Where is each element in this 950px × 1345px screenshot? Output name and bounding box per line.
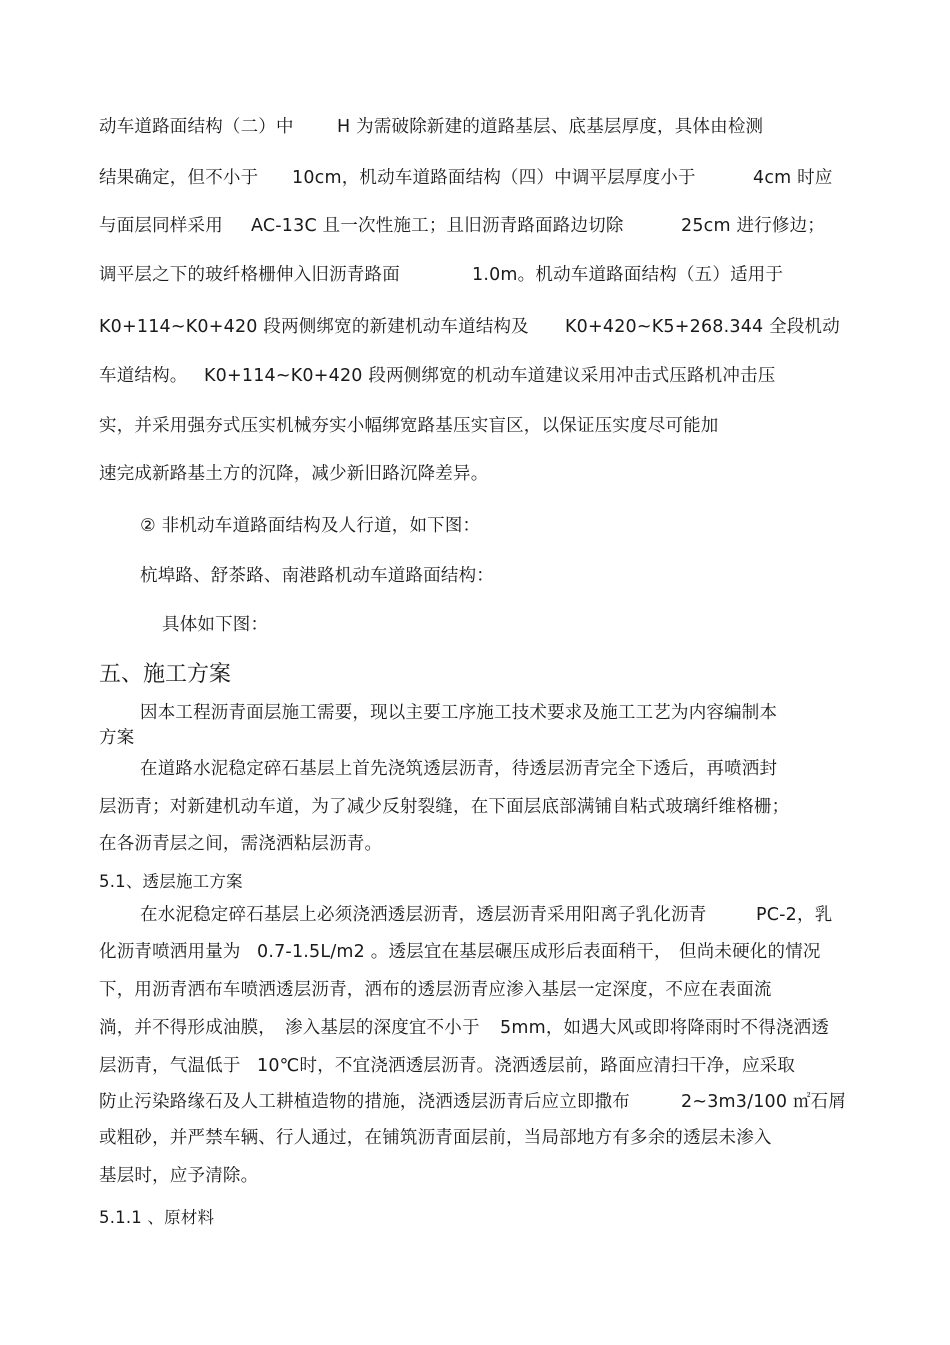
- text-segment: 但尚未硬化的情况: [679, 942, 821, 962]
- subsection-heading: 5.1.1 、原材料: [99, 1208, 215, 1227]
- text-segment: AC-13C 且一次性施工；且旧沥青路面路边切除: [251, 216, 624, 236]
- text-segment: 0.7-1.5L/m2 。透层宜在基层碾压成形后表面稍干，: [257, 942, 672, 962]
- text-segment: 2~3m3/100 ㎡石屑: [681, 1092, 847, 1112]
- text-segment: H 为需破除新建的道路基层、底基层厚度，具体由检测: [337, 117, 764, 137]
- text-line: 杭埠路、舒茶路、南港路机动车道路面结构：: [140, 566, 494, 586]
- text-segment: 在水泥稳定碎石基层上必须浇洒透层沥青，透层沥青采用阳离子乳化沥青: [140, 905, 707, 925]
- list-item: ② 非机动车道路面结构及人行道，如下图：: [140, 516, 481, 536]
- text-line: 因本工程沥青面层施工需要，现以主要工序施工技术要求及施工工艺为内容编制本: [140, 703, 778, 723]
- text-line: 具体如下图：: [162, 615, 269, 635]
- text-segment: 动车道路面结构（二）中: [99, 117, 294, 137]
- text-segment: 25cm 进行修边；: [681, 216, 825, 236]
- text-line: 在道路水泥稳定碎石基层上首先浇筑透层沥青，待透层沥青完全下透后，再喷洒封: [140, 759, 778, 779]
- text-segment: 淌，并不得形成油膜，: [99, 1018, 276, 1038]
- text-line: 层沥青；对新建机动车道，为了减少反射裂缝，在下面层底部满铺自粘式玻璃纤维格栅；: [99, 797, 790, 817]
- text-segment: 4cm 时应: [753, 168, 833, 188]
- text-segment: 基层时，应予清除。: [99, 1166, 259, 1186]
- subsection-heading: 5.1、透层施工方案: [99, 872, 243, 891]
- text-segment: 结果确定，但不小于: [99, 168, 259, 188]
- text-segment: 实，并采用强夯式压实机械夯实小幅绑宽路基压实盲区，以保证压实度尽可能加: [99, 416, 719, 436]
- text-segment: 调平层之下的玻纤格栅伸入旧沥青路面: [99, 265, 400, 285]
- text-segment: 层沥青，气温低于: [99, 1056, 241, 1076]
- text-line: 方案: [99, 728, 135, 748]
- text-segment: 10℃时，不宜浇洒透层沥青。浇洒透层前，路面应清扫干净，应采取: [257, 1056, 796, 1076]
- text-segment: 车道结构。: [99, 366, 188, 386]
- text-segment: K0+114~K0+420 段两侧绑宽的机动车道建议采用冲击式压路机冲击压: [204, 366, 776, 386]
- text-line: 在各沥青层之间，需浇洒粘层沥青。: [99, 834, 383, 854]
- text-segment: 或粗砂，并严禁车辆、行人通过，在铺筑沥青面层前，当局部地方有多余的透层未渗入: [99, 1128, 772, 1148]
- text-segment: PC-2，乳: [756, 905, 833, 925]
- text-segment: 渗入基层的深度宜不小于: [285, 1018, 480, 1038]
- text-segment: 防止污染路缘石及人工耕植造物的措施，浇洒透层沥青后应立即撒布: [99, 1092, 630, 1112]
- text-segment: 化沥青喷洒用量为: [99, 942, 241, 962]
- text-segment: 下，用沥青洒布车喷洒透层沥青，洒布的透层沥青应渗入基层一定深度，不应在表面流: [99, 980, 772, 1000]
- text-segment: 1.0m。机动车道路面结构（五）适用于: [472, 265, 784, 285]
- text-segment: K0+420~K5+268.344 全段机动: [565, 317, 840, 337]
- text-segment: 5mm，如遇大风或即将降雨时不得浇洒透: [500, 1018, 830, 1038]
- section-heading: 五、施工方案: [99, 662, 232, 687]
- text-segment: 与面层同样采用: [99, 216, 223, 236]
- text-segment: K0+114~K0+420 段两侧绑宽的新建机动车道结构及: [99, 317, 529, 337]
- text-segment: 10cm，机动车道路面结构（四）中调平层厚度小于: [292, 168, 696, 188]
- text-segment: 速完成新路基土方的沉降，减少新旧路沉降差异。: [99, 464, 489, 484]
